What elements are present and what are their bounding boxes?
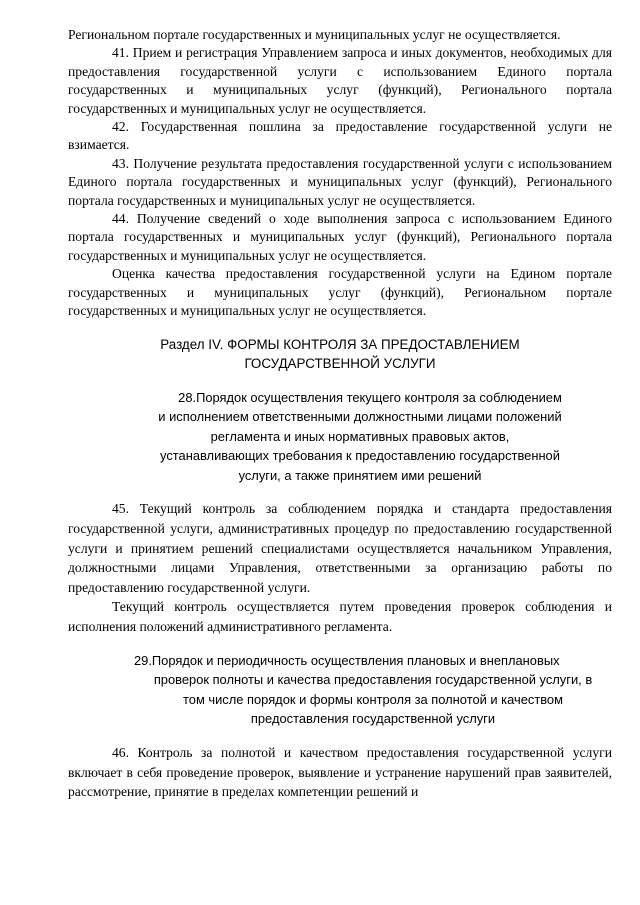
subsection-29-heading: [68, 651, 612, 729]
subsection-heading-line: проверок полноты и качества предоставления государственной услуги, в: [153, 672, 593, 688]
subsection-heading-line: устанавливающих требования к предоставлению государственной: [160, 448, 560, 464]
section-heading-line: ГОСУДАРСТВЕННОЙ УСЛУГИ: [244, 356, 436, 371]
paragraph-46: 46. Контроль за полнотой и качеством предоставления государственной услуги включает в себя проведение проверок, выявление и устранение нарушений прав заявителей, рассмотрение, принятие в пределах компетенции решений и: [68, 745, 612, 800]
section-iv-heading: [68, 335, 612, 374]
paragraph-quality-assessment: Оценка качества предоставления государственной услуги на Едином портале государственных и муниципальных услуг (функций), Региональном портале государственных и муниципальных услуг не осуществляется.: [68, 266, 612, 319]
subsection-heading-line: том числе порядок и формы контроля за полнотой и качеством: [183, 691, 563, 707]
subsection-heading-line: регламента и иных нормативных правовых актов,: [210, 428, 510, 444]
document-page: [68, 26, 612, 802]
paragraph-43: 43. Получение результата предоставления государственной услуги с использованием Единого портала государственных и муниципальных услуг (функций), Регионального портала государственных и муниципальных услуг не осуществляется.: [68, 155, 612, 208]
paragraph-45: 45. Текущий контроль за соблюдением порядка и стандарта предоставления государственной услуги, административных процедур по предоставлению государственной услуги и принятием решений специалистами осуществляется начальником Управления, должностными лицами Управления, ответственными за организацию работы по предоставлению государственной услуги.: [68, 501, 612, 595]
subsection-heading-line: 29.Порядок и периодичность осуществления плановых и внеплановых: [134, 652, 560, 668]
subsection-28-heading: [68, 388, 612, 486]
paragraph-41: 41. Прием и регистрация Управлением запроса и иных документов, необходимых для предоставления государственной услуги с использованием Единого портала государственных и муниципальных услуг (функций), Регионального портала государственных и муниципальных услуг не осуществляется.: [68, 45, 612, 116]
paragraph-44: 44. Получение сведений о ходе выполнения запроса с использованием Единого портала государственных и муниципальных услуг (функций), Регионального портала государственных и муниципальных услуг не осуществляется.: [68, 211, 612, 263]
subsection-heading-line: услуги, а также принятием ими решений: [238, 467, 482, 483]
section-heading-line: Раздел IV. ФОРМЫ КОНТРОЛЯ ЗА ПРЕДОСТАВЛЕНИЕМ: [160, 336, 520, 352]
subsection-heading-line: и исполнением ответственными должностными лицами положений: [158, 409, 562, 425]
paragraph-42: 42. Государственная пошлина за предоставление государственной услуги не взимается.: [68, 119, 612, 153]
paragraph-45-continuation: Текущий контроль осуществляется путем проведения проверок соблюдения и исполнения положений административного регламента.: [68, 599, 612, 635]
paragraph-continuation: Региональном портале государственных и муниципальных услуг не осуществляется.: [68, 27, 561, 42]
subsection-heading-line: 28.Порядок осуществления текущего контроля за соблюдением: [178, 389, 562, 405]
subsection-heading-line: предоставления государственной услуги: [250, 711, 496, 727]
